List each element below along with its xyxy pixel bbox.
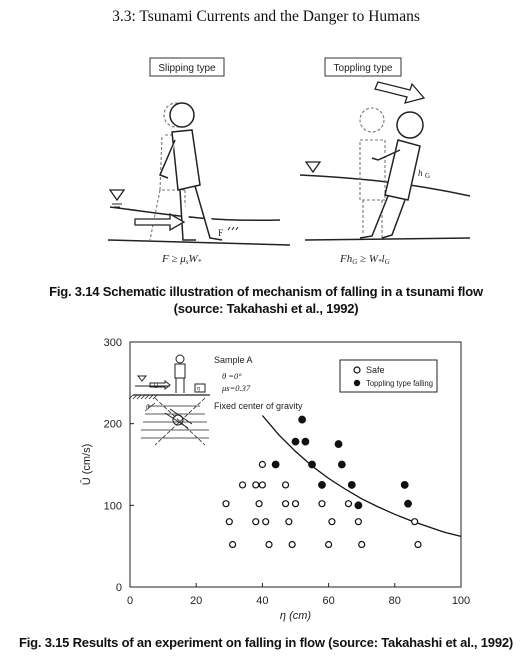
x-tick-label: 80 — [388, 595, 401, 607]
legend — [340, 360, 437, 392]
legend-safe-marker — [354, 367, 360, 373]
right-ghost-figure — [360, 108, 385, 238]
figure-3-15-caption: Fig. 3.15 Results of an experiment on falling in flow (source: Takahashi et al., 1992) — [18, 635, 514, 650]
toppling-point — [405, 500, 412, 507]
safe-point — [319, 501, 325, 507]
y-tick-label: 100 — [103, 500, 122, 513]
safe-point — [223, 501, 229, 507]
page-header: 3.3: Tsunami Currents and the Danger to Humans — [112, 8, 420, 25]
toppling-point — [335, 441, 342, 448]
y-tick-label: 0 — [115, 582, 122, 594]
safe-point — [283, 501, 289, 507]
figure-3-15-chart — [0, 330, 532, 630]
safe-point — [412, 519, 418, 525]
inset-fixed-cog-label: Fixed center of gravity — [214, 401, 303, 411]
toppling-point — [299, 416, 306, 423]
safe-point — [253, 482, 259, 488]
figure-3-14-caption — [0, 283, 532, 317]
toppling-label: Toppling type — [333, 63, 393, 74]
safe-point — [263, 519, 269, 525]
safe-point — [259, 482, 265, 488]
toppling-point — [309, 461, 316, 468]
svg-text:G: G — [425, 172, 431, 180]
svg-text:F: F — [218, 228, 224, 238]
legend-toppling-label: Toppling type falling — [366, 378, 434, 388]
right-person-figure — [360, 112, 423, 238]
x-tick-label: 60 — [322, 595, 335, 607]
x-axis-label: η (cm) — [279, 610, 312, 622]
x-tick-label: 40 — [256, 595, 269, 607]
formula-slipping: F ≥ μsW* — [162, 253, 202, 266]
safe-point — [286, 519, 292, 525]
left-ground — [108, 240, 290, 245]
safe-point — [326, 542, 332, 548]
inset-schematic — [129, 355, 210, 445]
svg-text:θ: θ — [146, 403, 150, 411]
y-axis-label: Ū (cm/s) — [81, 443, 93, 486]
safe-point — [293, 501, 299, 507]
toppling-point — [348, 482, 355, 489]
slipping-label: Slipping type — [158, 63, 216, 74]
toppling-point — [292, 438, 299, 445]
inset-sample-label: Sample A — [214, 355, 253, 365]
toppling-point — [339, 461, 346, 468]
y-tick-label: 300 — [103, 337, 122, 349]
toppling-point — [401, 482, 408, 489]
y-tick-label: 200 — [103, 418, 122, 431]
figure-3-14-caption-line2: (source: Takahashi et al., 1992) — [173, 301, 359, 316]
toppling-point — [355, 502, 362, 509]
right-flow-arrow — [375, 82, 424, 103]
legend-toppling-marker — [354, 380, 360, 386]
x-tick-label: 100 — [451, 595, 471, 607]
x-tick-label: 20 — [190, 595, 203, 607]
figure-3-14-illustration — [0, 40, 532, 315]
formula-toppling: FhG ≥ W*lG — [340, 253, 390, 266]
safe-point — [355, 519, 361, 525]
safe-point — [240, 482, 246, 488]
toppling-point — [319, 482, 326, 489]
data-points-layer — [223, 416, 421, 547]
safe-point — [359, 542, 365, 548]
svg-text:h: h — [418, 168, 423, 178]
inset-theta-label: θ =0° — [222, 371, 242, 381]
legend-safe-label: Safe — [366, 365, 385, 375]
safe-point — [415, 542, 421, 548]
fixed-cog-curve-layer — [262, 416, 461, 537]
figure-3-14-caption-line1: Fig. 3.14 Schematic illustration of mechanism of falling in a tsunami flow — [49, 284, 483, 299]
toppling-point — [302, 438, 309, 445]
safe-point — [259, 462, 265, 468]
inset-mu-label: μs=0.37 — [222, 383, 251, 393]
svg-text:U: U — [154, 384, 159, 390]
safe-point — [283, 482, 289, 488]
safe-point — [226, 519, 232, 525]
safe-point — [345, 501, 351, 507]
safe-point — [266, 542, 272, 548]
left-water-surface — [110, 207, 280, 220]
right-water-level-icon — [306, 162, 320, 172]
safe-point — [289, 542, 295, 548]
fixed-cog-curve — [262, 416, 461, 537]
safe-point — [253, 519, 259, 525]
x-tick-label: 0 — [126, 595, 134, 607]
right-ground — [305, 238, 470, 240]
toppling-point — [272, 461, 279, 468]
svg-text:η: η — [197, 386, 200, 392]
safe-point — [230, 542, 236, 548]
safe-point — [329, 519, 335, 525]
safe-point — [256, 501, 262, 507]
left-water-level-icon — [110, 190, 124, 200]
